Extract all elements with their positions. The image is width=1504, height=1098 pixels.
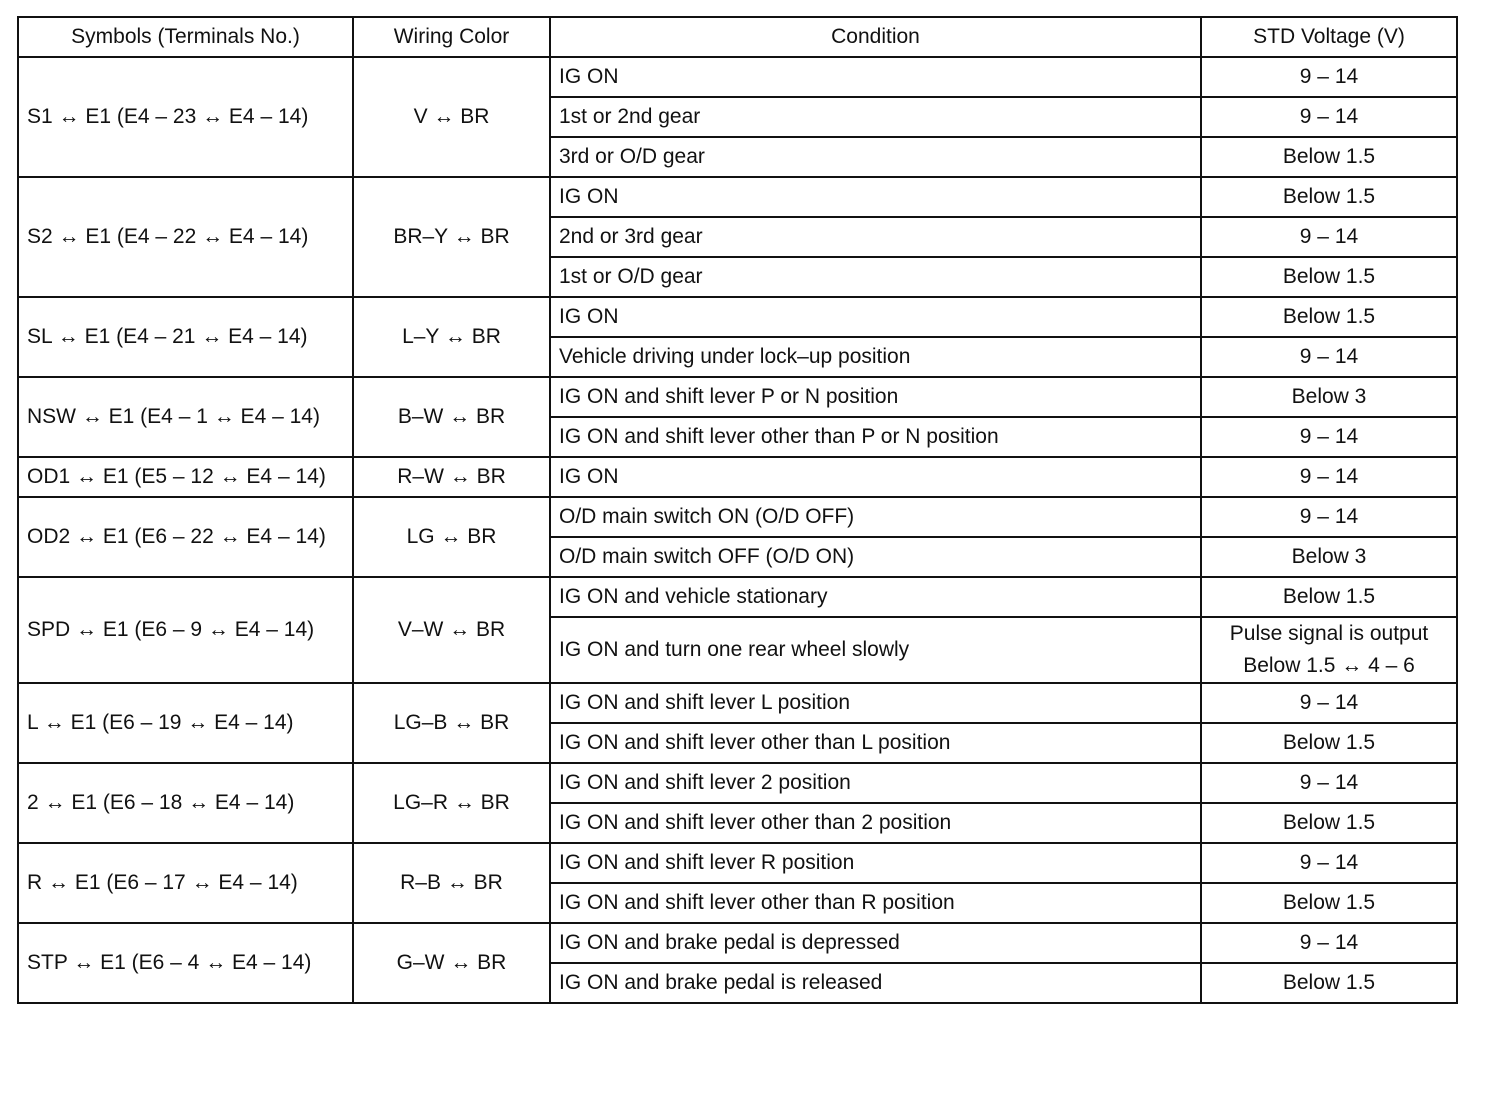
std-voltage-cell [1201,617,1457,683]
header-condition: Condition [550,17,1201,57]
terminal-symbol-cell: 2 ↔ E1 (E6 – 18 ↔ E4 – 14) [18,763,353,843]
table-row [18,923,1457,963]
table-row [18,683,1457,723]
std-voltage-cell: Below 1.5 [1201,803,1457,843]
wiring-color-cell: R–B ↔ BR [353,843,550,923]
std-voltage-cell: 9 – 14 [1201,843,1457,883]
condition-cell: O/D main switch OFF (O/D ON) [550,537,1201,577]
condition-cell: 2nd or 3rd gear [550,217,1201,257]
std-voltage-cell: 9 – 14 [1201,923,1457,963]
terminal-symbol-cell: S1 ↔ E1 (E4 – 23 ↔ E4 – 14) [18,57,353,177]
terminal-symbol-cell: S2 ↔ E1 (E4 – 22 ↔ E4 – 14) [18,177,353,297]
header-wiring-color: Wiring Color [353,17,550,57]
voltage-line-1: Pulse signal is output [1229,622,1429,645]
std-voltage-cell: Below 1.5 [1201,177,1457,217]
wiring-color-cell: V ↔ BR [353,57,550,177]
table-row [18,377,1457,417]
condition-cell: IG ON and shift lever other than R position [550,883,1201,923]
std-voltage-cell: Below 1.5 [1201,883,1457,923]
terminal-symbol-cell: STP ↔ E1 (E6 – 4 ↔ E4 – 14) [18,923,353,1003]
condition-cell: Vehicle driving under lock–up position [550,337,1201,377]
wiring-color-cell: LG ↔ BR [353,497,550,577]
std-voltage-cell: Below 1.5 [1201,257,1457,297]
wiring-color-cell: BR–Y ↔ BR [353,177,550,297]
condition-cell: IG ON and brake pedal is depressed [550,923,1201,963]
table-row [18,577,1457,617]
table-row [18,843,1457,883]
condition-cell: IG ON and shift lever 2 position [550,763,1201,803]
wiring-color-cell: V–W ↔ BR [353,577,550,683]
std-voltage-cell: Below 3 [1201,537,1457,577]
terminal-symbol-cell: NSW ↔ E1 (E4 – 1 ↔ E4 – 14) [18,377,353,457]
condition-cell: 3rd or O/D gear [550,137,1201,177]
header-symbols: Symbols (Terminals No.) [18,17,353,57]
table-row [18,497,1457,537]
std-voltage-cell: Below 1.5 [1201,577,1457,617]
voltage-line-2: Below 1.5 ↔ 4 – 6 [1243,654,1415,677]
header-row [18,17,1457,57]
std-voltage-cell: 9 – 14 [1201,417,1457,457]
condition-cell: IG ON and shift lever other than L position [550,723,1201,763]
table-row [18,297,1457,337]
table-row [18,57,1457,97]
terminal-symbol-cell: OD2 ↔ E1 (E6 – 22 ↔ E4 – 14) [18,497,353,577]
std-voltage-cell: 9 – 14 [1201,497,1457,537]
condition-cell: IG ON [550,457,1201,497]
std-voltage-cell: Below 1.5 [1201,297,1457,337]
condition-cell: IG ON [550,57,1201,97]
wiring-color-cell: LG–B ↔ BR [353,683,550,763]
condition-cell: IG ON and vehicle stationary [550,577,1201,617]
terminal-symbol-cell: L ↔ E1 (E6 – 19 ↔ E4 – 14) [18,683,353,763]
condition-cell: IG ON and shift lever other than 2 position [550,803,1201,843]
std-voltage-cell: 9 – 14 [1201,97,1457,137]
condition-cell: IG ON and shift lever L position [550,683,1201,723]
condition-cell: 1st or 2nd gear [550,97,1201,137]
terminal-symbol-cell: R ↔ E1 (E6 – 17 ↔ E4 – 14) [18,843,353,923]
std-voltage-cell: 9 – 14 [1201,217,1457,257]
std-voltage-cell: Below 1.5 [1201,963,1457,1003]
std-voltage-cell: 9 – 14 [1201,337,1457,377]
wiring-color-cell: R–W ↔ BR [353,457,550,497]
std-voltage-cell: Below 1.5 [1201,137,1457,177]
header-std-voltage: STD Voltage (V) [1201,17,1457,57]
table-row [18,457,1457,497]
condition-cell: IG ON and shift lever P or N position [550,377,1201,417]
wiring-color-cell: G–W ↔ BR [353,923,550,1003]
std-voltage-cell: Below 1.5 [1201,723,1457,763]
condition-cell: O/D main switch ON (O/D OFF) [550,497,1201,537]
condition-cell: IG ON and brake pedal is released [550,963,1201,1003]
std-voltage-cell: 9 – 14 [1201,457,1457,497]
terminal-symbol-cell: SPD ↔ E1 (E6 – 9 ↔ E4 – 14) [18,577,353,683]
wiring-color-cell: B–W ↔ BR [353,377,550,457]
wiring-color-cell: LG–R ↔ BR [353,763,550,843]
condition-cell: IG ON and shift lever R position [550,843,1201,883]
table-row [18,763,1457,803]
wiring-color-cell: L–Y ↔ BR [353,297,550,377]
terminal-symbol-cell: SL ↔ E1 (E4 – 21 ↔ E4 – 14) [18,297,353,377]
condition-cell: IG ON [550,177,1201,217]
std-voltage-cell: 9 – 14 [1201,683,1457,723]
terminal-symbol-cell: OD1 ↔ E1 (E5 – 12 ↔ E4 – 14) [18,457,353,497]
condition-cell: IG ON [550,297,1201,337]
table-body [18,57,1457,1003]
std-voltage-cell: 9 – 14 [1201,763,1457,803]
std-voltage-cell: Below 3 [1201,377,1457,417]
std-voltage-cell: 9 – 14 [1201,57,1457,97]
table-row [18,177,1457,217]
condition-cell: IG ON and turn one rear wheel slowly [550,617,1201,683]
condition-cell: IG ON and shift lever other than P or N position [550,417,1201,457]
condition-cell: 1st or O/D gear [550,257,1201,297]
terminal-voltage-table [17,16,1458,1004]
